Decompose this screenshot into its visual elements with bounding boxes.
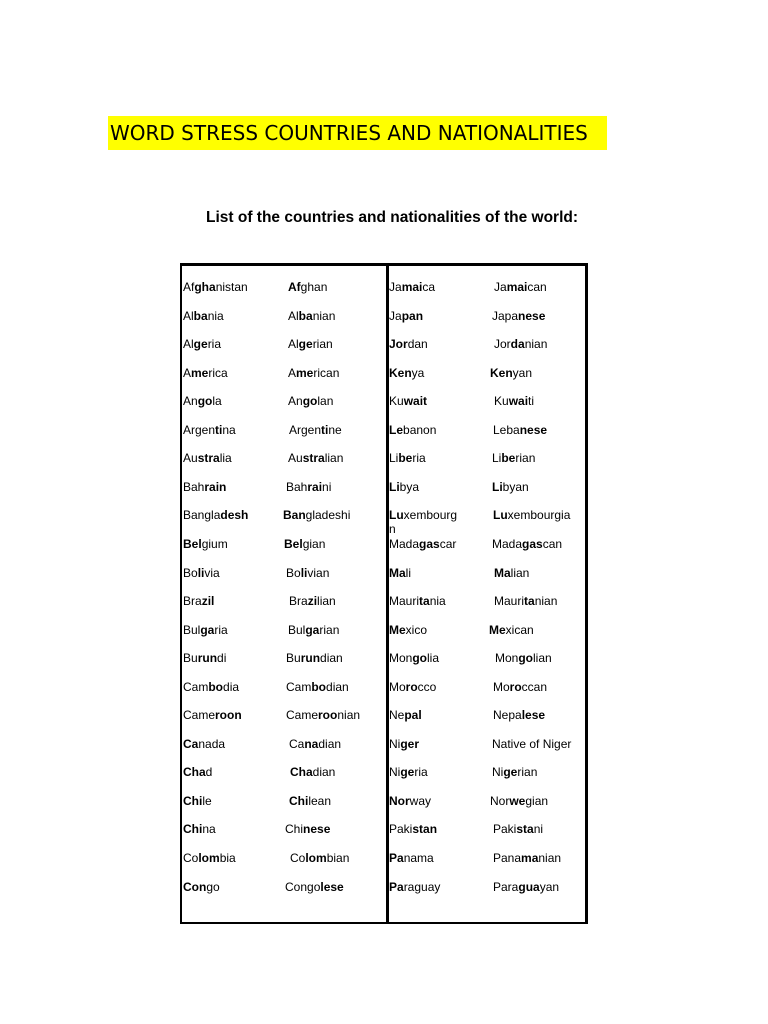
stressed-syllable: Li (389, 479, 400, 494)
stressed-syllable: go (412, 651, 428, 666)
country-name: Libya (389, 479, 420, 494)
stressed-syllable: ga (305, 622, 320, 637)
country-name: Niger (389, 736, 420, 751)
nationality-name: Jordanian (494, 337, 548, 352)
nationality-name: Japanese (492, 308, 546, 323)
country-name: Liberia (389, 451, 426, 466)
country-name: Bolivia (183, 565, 220, 580)
stressed-syllable: be (398, 451, 413, 466)
nationality-name: Madagascan (492, 536, 563, 551)
nationality-name: Brazilian (289, 594, 336, 609)
stressed-syllable: ti (215, 422, 223, 437)
countries-nationalities-table (180, 263, 588, 924)
table-bottom-rule (180, 922, 588, 924)
stressed-syllable: Ca (183, 736, 199, 751)
stressed-syllable: ger (400, 736, 420, 751)
nationality-name: American (288, 365, 340, 380)
stressed-syllable: mai (506, 280, 528, 294)
stressed-syllable: lese (521, 708, 546, 723)
country-name: Norway (389, 793, 432, 808)
stressed-syllable: li (300, 565, 308, 580)
stressed-syllable: me (191, 365, 209, 380)
nationality-name: Lebanese (493, 422, 548, 437)
country-name: Kuwait (389, 394, 428, 409)
nationality-name: Panamanian (493, 851, 562, 865)
nationality-name: Canadian (289, 736, 342, 751)
nationality-name: Argentine (289, 422, 342, 437)
stressed-syllable: rai (307, 479, 323, 494)
stressed-syllable: ba (298, 308, 313, 323)
stressed-syllable: mai (401, 280, 423, 294)
country-name: Mali (389, 565, 412, 580)
country-name: Albania (183, 308, 224, 323)
nationality-name: Paraguayan (493, 879, 560, 894)
stressed-syllable: Nor (389, 793, 410, 808)
stressed-syllable: Af (288, 280, 301, 294)
stressed-syllable: go (197, 394, 213, 409)
nationality-name: Jamaican (494, 280, 547, 294)
stressed-syllable: Ma (389, 565, 406, 580)
stressed-syllable: Chi (183, 793, 203, 808)
stressed-syllable: Pa (389, 851, 404, 865)
country-name: Colombia (183, 851, 236, 865)
stressed-syllable: Cha (183, 765, 206, 780)
country-name: Jamaica (389, 280, 436, 294)
country-name: Chile (183, 793, 212, 808)
nationality-name: Moroccan (493, 679, 548, 694)
stressed-syllable: Lu (389, 508, 404, 523)
country-name: Kenya (389, 365, 425, 380)
table-top-rule (180, 263, 588, 266)
stressed-syllable: li (197, 565, 205, 580)
stressed-syllable: roo (318, 708, 338, 723)
country-name: Algeria (183, 337, 222, 352)
country-name: China (183, 822, 216, 837)
stressed-syllable: me (296, 365, 314, 380)
stressed-syllable: lom (198, 851, 220, 865)
country-name: Belgium (183, 536, 228, 551)
country-name: Panama (389, 851, 434, 865)
stressed-syllable: rain (204, 479, 227, 494)
country-name: Nigeria (389, 765, 428, 780)
country-name: Bahrain (183, 479, 227, 494)
country-name: Japan (389, 308, 424, 323)
nationality-name: Bangladeshi (283, 508, 351, 523)
stressed-syllable: wai (508, 394, 529, 409)
country-name: Chad (183, 765, 213, 780)
stressed-syllable: ge (193, 337, 208, 352)
stressed-syllable: we (509, 793, 526, 808)
country-name: Mexico (389, 622, 428, 637)
stressed-syllable: gua (518, 879, 540, 894)
nationality-name: Nepalese (493, 708, 546, 723)
nationality-name: Mauritanian (494, 594, 558, 609)
nationality-name: Pakistani (493, 822, 544, 837)
stressed-syllable: run (197, 651, 218, 666)
stressed-syllable: stan (412, 822, 438, 837)
stressed-syllable: lom (305, 851, 327, 865)
nationality-name: Norwegian (490, 793, 549, 808)
stressed-syllable: roon (215, 708, 242, 723)
nationality-name: Afghan (288, 280, 328, 294)
table-left-rule (180, 263, 182, 924)
nationality-name: Congolese (285, 879, 344, 894)
stressed-syllable: ta (419, 594, 430, 609)
stressed-syllable: Bel (183, 536, 202, 551)
stressed-syllable: da (510, 337, 525, 352)
nationality-name: Bolivian (286, 565, 330, 580)
stressed-syllable: go (518, 651, 534, 666)
country-name: Bangladesh (183, 508, 249, 523)
country-name: Congo (183, 879, 220, 894)
country-name: Canada (183, 736, 226, 751)
stressed-syllable: pan (401, 308, 424, 323)
nationality-name: Algerian (288, 337, 333, 352)
country-name: Morocco (389, 679, 437, 694)
stressed-syllable: wait (403, 394, 428, 409)
stressed-syllable: Jor (389, 337, 408, 352)
stressed-syllable: Ma (494, 565, 511, 580)
stressed-syllable: bo (311, 679, 327, 694)
nationality-name: Mongolian (495, 651, 552, 666)
stressed-syllable: zil (201, 594, 215, 609)
stressed-syllable: Me (489, 622, 506, 637)
country-name: Bulgaria (183, 622, 228, 637)
nationality-name: Angolan (288, 394, 334, 409)
stressed-syllable: ti (321, 422, 329, 437)
nationality-name: Native of Niger (492, 736, 572, 751)
nationality-name: Kuwaiti (494, 394, 535, 409)
country-name: Luxembourg n (389, 508, 458, 537)
nationality-name: Chilean (289, 793, 332, 808)
nationality-name: Malian (494, 565, 530, 580)
nationality-name: Cambodian (286, 679, 349, 694)
country-name: Brazil (183, 594, 215, 609)
country-name: Australia (183, 451, 232, 466)
stressed-syllable: Chi (289, 793, 309, 808)
stressed-syllable: stra (302, 451, 325, 466)
country-name: Argentina (183, 422, 236, 437)
country-name: Nepal (389, 708, 422, 723)
stressed-syllable: Me (389, 622, 406, 637)
stressed-syllable: ge (503, 765, 518, 780)
country-name: Jordan (389, 337, 428, 352)
stressed-syllable: ge (298, 337, 313, 352)
nationality-name: Mexican (489, 622, 534, 637)
country-name: Madagascar (389, 536, 457, 551)
country-name: Cambodia (183, 679, 240, 694)
stressed-syllable: Ken (389, 365, 412, 380)
stressed-syllable: Ken (490, 365, 513, 380)
stressed-syllable: ro (405, 679, 418, 694)
country-name: Paraguay (389, 879, 441, 894)
country-name: Burundi (183, 651, 227, 666)
stressed-syllable: Pa (389, 879, 404, 894)
stressed-syllable: gas (419, 536, 440, 551)
stressed-syllable: nese (518, 308, 546, 323)
nationality-name: Cameroonian (286, 708, 361, 723)
stressed-syllable: zi (307, 594, 318, 609)
stressed-syllable: run (300, 651, 321, 666)
stressed-syllable: Cha (290, 765, 313, 780)
stressed-syllable: Lu (493, 508, 508, 523)
stressed-syllable: ge (400, 765, 415, 780)
stressed-syllable: lese (320, 879, 344, 894)
country-name: Pakistan (389, 822, 438, 837)
country-name: America (183, 365, 228, 380)
country-name: Lebanon (389, 422, 437, 437)
nationality-name: Kenyan (490, 365, 533, 380)
stressed-syllable: Le (389, 422, 404, 437)
stressed-syllable: Con (183, 879, 207, 894)
stressed-syllable: na (304, 736, 319, 751)
stressed-syllable: Ban (283, 508, 306, 523)
stressed-syllable: desh (220, 508, 249, 523)
nationality-name: Colombian (290, 851, 350, 865)
stressed-syllable: Li (492, 479, 503, 494)
list-subtitle: List of the countries and nationalities of the world: (205, 209, 578, 226)
stressed-syllable: ba (193, 308, 208, 323)
stressed-syllable: pal (404, 708, 422, 723)
nationality-name: Liberian (492, 451, 536, 466)
table-right-rule (585, 263, 588, 924)
nationality-name: Libyan (492, 479, 529, 494)
nationality-name: Bulgarian (288, 622, 340, 637)
stressed-syllable: Chi (183, 822, 203, 837)
country-name: Mauritania (389, 594, 446, 609)
stressed-syllable: be (501, 451, 516, 466)
nationality-name: Belgian (284, 536, 326, 551)
nationality-name: Chadian (290, 765, 336, 780)
nationality-name: Chinese (285, 822, 331, 837)
nationality-name: Luxembourgia (493, 508, 571, 523)
nationality-name: Nigerian (492, 765, 538, 780)
stressed-syllable: gha (194, 280, 216, 294)
stressed-syllable: ta (524, 594, 535, 609)
nationality-name: Australian (288, 451, 344, 466)
nationality-name: Bahraini (286, 479, 332, 494)
stressed-syllable: nese (303, 822, 331, 837)
country-name: Mongolia (389, 651, 440, 666)
stressed-syllable: go (302, 394, 318, 409)
page-title: WORD STRESS COUNTRIES AND NATIONALITIES (108, 116, 607, 150)
nationality-name: Albanian (288, 308, 336, 323)
stressed-syllable: gas (522, 536, 543, 551)
stressed-syllable: ro (509, 679, 522, 694)
stressed-syllable: bo (208, 679, 224, 694)
stressed-syllable: stra (197, 451, 220, 466)
country-name: Cameroon (183, 708, 242, 723)
stressed-syllable: nese (519, 422, 548, 437)
country-name: Afghanistan (183, 280, 248, 294)
nationality-name: Burundian (286, 651, 343, 666)
stressed-syllable: ga (200, 622, 215, 637)
stressed-syllable: ma (521, 851, 539, 865)
country-name: Angola (183, 394, 222, 409)
stressed-syllable: sta (516, 822, 534, 837)
stressed-syllable: Bel (284, 536, 303, 551)
